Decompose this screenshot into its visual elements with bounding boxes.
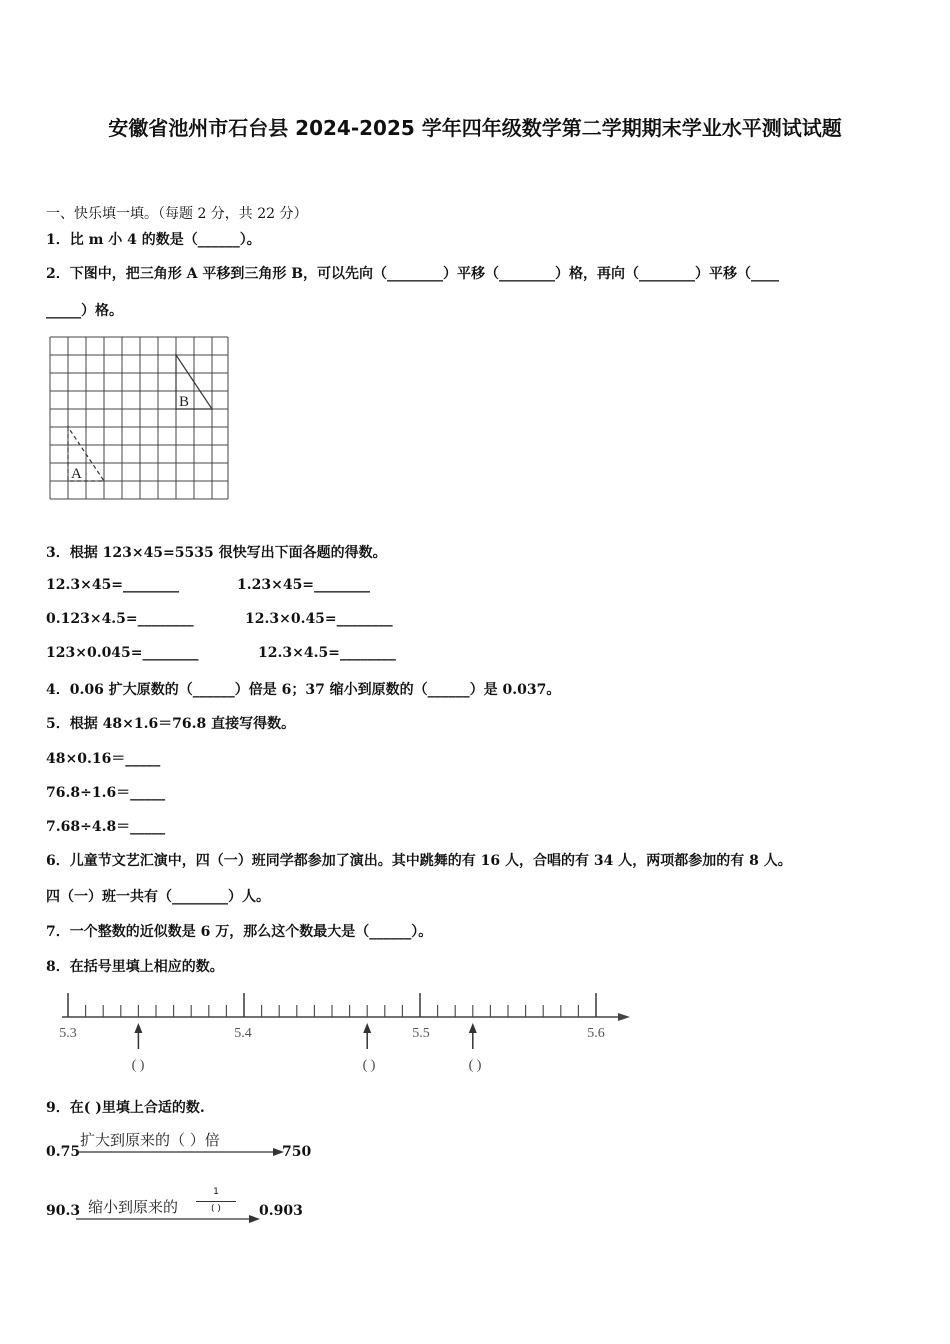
- tick-label: 5.3: [59, 1026, 77, 1041]
- q9-row2-arrow: [74, 1213, 262, 1225]
- position-arrow: [469, 1023, 477, 1049]
- answer-blank[interactable]: ( ): [131, 1058, 145, 1073]
- position-arrow: [134, 1023, 142, 1049]
- question-8-stem: 8．在括号里填上相应的数。: [46, 959, 224, 975]
- q9-row2-to: 0.903: [259, 1203, 303, 1219]
- translation-grid-figure: [49, 336, 231, 502]
- answer-blank[interactable]: ( ): [468, 1058, 482, 1073]
- question-2-line1: 2．下图中，把三角形 A 平移到三角形 B，可以先向（________）平移（________）格，再向（________）平移（____: [46, 266, 780, 282]
- page-title: 安徽省池州市石台县 2024-2025 学年四年级数学第二学期期末学业水平测试试题: [108, 116, 842, 140]
- question-3-stem: 3．根据 123×45=5535 很快写出下面各题的得数。: [46, 545, 387, 561]
- q3-item: 1.23×45=________: [237, 577, 371, 593]
- answer-blank[interactable]: ( ): [362, 1058, 376, 1073]
- number-line: [50, 985, 640, 1080]
- fraction-bar: [196, 1201, 236, 1202]
- question-4: 4．0.06 扩大原数的（______）倍是 6；37 缩小到原数的（______）是 0.037。: [46, 682, 561, 698]
- question-7: 7．一个整数的近似数是 6 万，那么这个数最大是（______）。: [46, 924, 433, 940]
- q9-row1-to: 750: [282, 1144, 312, 1160]
- question-1: 1．比 m 小 4 的数是（______）。: [46, 232, 261, 248]
- q5-item: 48×0.16＝_____: [46, 751, 161, 767]
- q9-row1-from: 0.75: [46, 1144, 81, 1160]
- q3-item: 123×0.045=________: [46, 645, 199, 661]
- triangle-b-label: B: [179, 394, 190, 410]
- tick-label: 5.5: [412, 1026, 430, 1041]
- q5-item: 7.68÷4.8＝_____: [46, 819, 166, 835]
- q9-row2-fraction-numerator: 1: [213, 1187, 219, 1197]
- q3-item: 12.3×4.5=________: [258, 645, 396, 661]
- q3-item: 12.3×45=________: [46, 577, 180, 593]
- q9-row2-operation: 缩小到原来的: [88, 1198, 179, 1216]
- tick-label: 5.6: [587, 1026, 605, 1041]
- position-arrow: [363, 1023, 371, 1049]
- triangle-a-label: A: [71, 466, 82, 482]
- section-heading: 一、快乐填一填。（每题 2 分，共 22 分）: [46, 206, 308, 222]
- question-2-line2: _____）格。: [46, 303, 123, 319]
- question-6-line2: 四（一）班一共有（________）人。: [46, 889, 270, 905]
- tick-label: 5.4: [234, 1026, 252, 1041]
- number-line-arrowhead: [618, 1013, 630, 1021]
- question-5-stem: 5．根据 48×1.6＝76.8 直接写得数。: [46, 716, 296, 732]
- q5-item: 76.8÷1.6＝_____: [46, 785, 166, 801]
- q9-row1-arrow: [74, 1146, 286, 1158]
- q9-row1-operation: 扩大到原来的（ ）倍: [80, 1131, 220, 1149]
- question-9-stem: 9．在( )里填上合适的数.: [46, 1100, 205, 1116]
- q3-item: 12.3×0.45=________: [245, 611, 393, 627]
- q3-item: 0.123×4.5=________: [46, 611, 194, 627]
- q9-row2-from: 90.3: [46, 1203, 81, 1219]
- question-6-line1: 6．儿童节文艺汇演中，四（一）班同学都参加了演出。其中跳舞的有 16 人，合唱的有 34 人，两项都参加的有 8 人。: [46, 853, 792, 869]
- q9-row2-fraction-denominator[interactable]: ( ): [211, 1204, 221, 1214]
